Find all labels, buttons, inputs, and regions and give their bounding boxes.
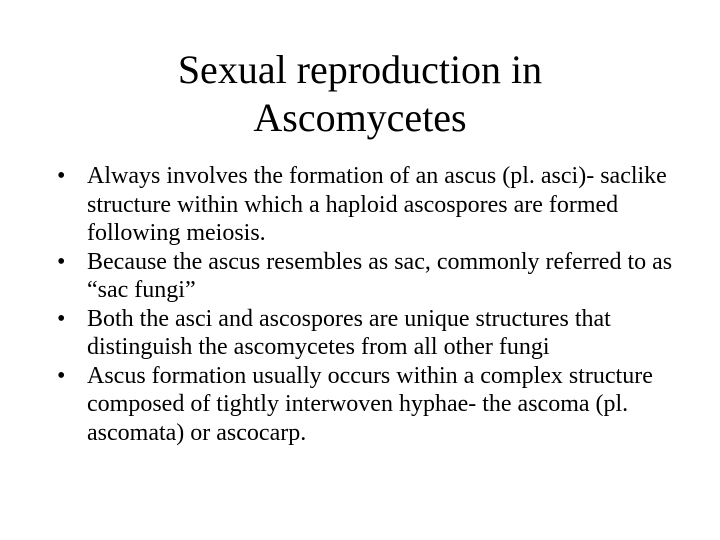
slide-title-line-1: Sexual reproduction in: [177, 47, 543, 92]
slide-title-line-2: Ascomycetes: [253, 95, 467, 140]
bullet-text: Because the ascus resembles as sac, commonly referred to as “sac fungi”: [87, 248, 673, 303]
bullet-text: Both the asci and ascospores are unique structures that distinguish the ascomycetes from all other fungi: [87, 305, 611, 360]
bullet-icon: •: [57, 362, 66, 389]
bullet-list: [57, 162, 677, 447]
bullet-text: Ascus formation usually occurs within a complex structure composed of tightly interwoven hyphae- the ascoma (pl. ascomata) or ascocarp.: [87, 362, 653, 446]
bullet-text: Always involves the formation of an ascus (pl. asci)- saclike structure within which a haploid ascospores are formed following meiosis.: [87, 163, 667, 246]
bullet-item: [57, 248, 677, 305]
bullet-item: [57, 362, 677, 448]
bullet-icon: •: [57, 305, 66, 332]
bullet-item: [57, 162, 677, 248]
slide-title: [60, 46, 660, 142]
bullet-icon: •: [57, 163, 66, 189]
bullet-icon: •: [57, 248, 66, 275]
bullet-item: [57, 305, 677, 362]
